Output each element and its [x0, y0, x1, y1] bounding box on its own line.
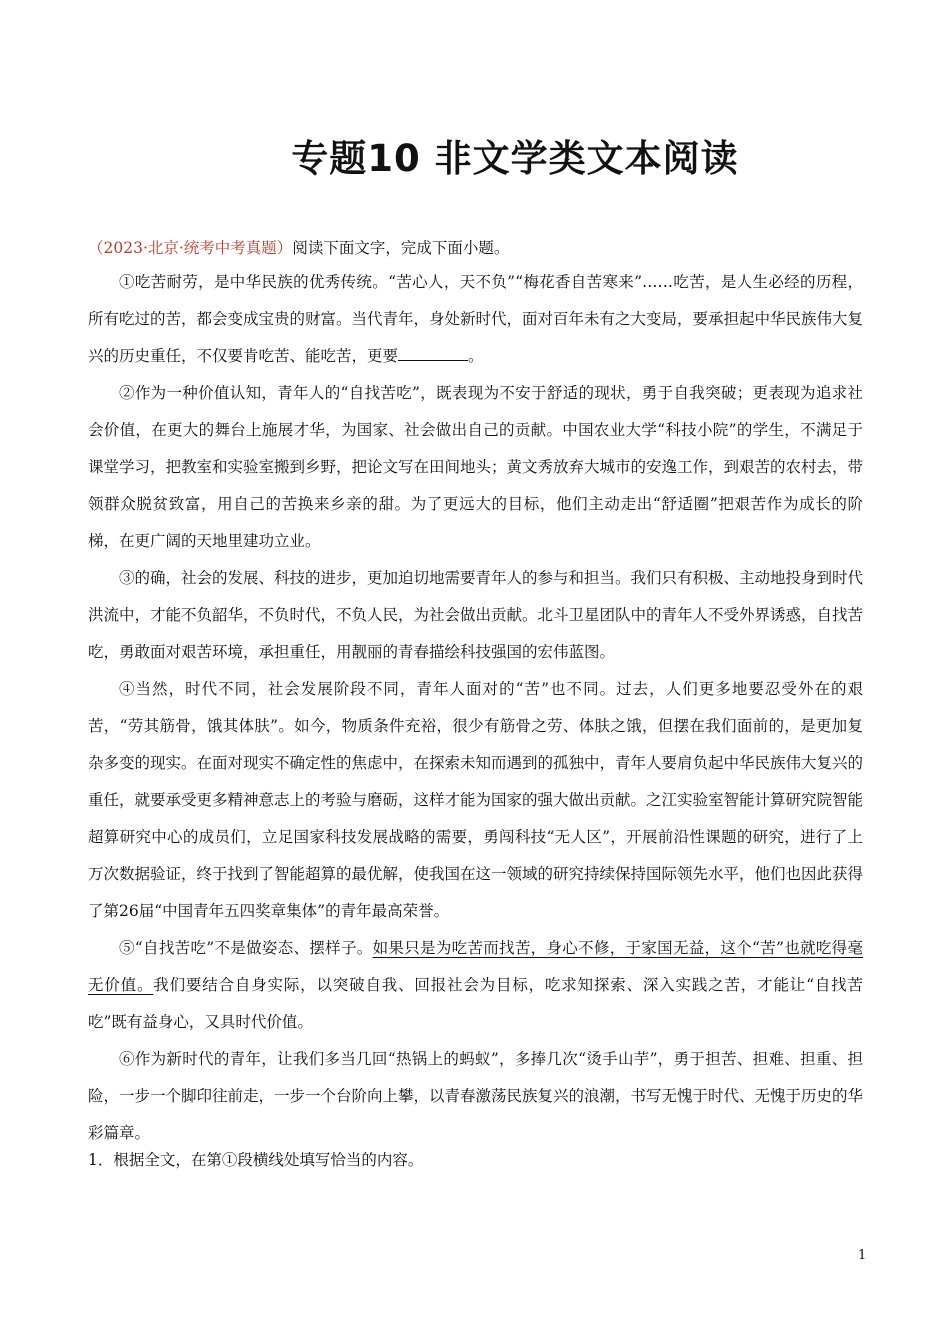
paragraph-4: ④当然，时代不同，社会发展阶段不同，青年人面对的“苦”也不同。过去，人们更多地要忍受外在的艰苦，“劳其筋骨，饿其体肤”。如今，物质条件充裕，很少有筋骨之劳、体肤之饿，但摆在我们面前的，是更加复杂多变的现实。在面对现实不确定性的焦虑中，在探索未知而遇到的孤独中，青年人要肩负起中华民族伟大复兴的重任，就要承受更多精神意志上的考验与磨砺，这样才能为国家的强大做出贡献。之江实验室智能计算研究院智能超算研究中心的成员们，立足国家科技发展战略的需要，勇闯科技“无人区”，开展前沿性课题的研究，进行了上万次数据验证，终于找到了智能超算的最优解，使我国在这一领域的研究持续保持国际领先水平，他们也因此获得了第26届“中国青年五四奖章集体”的青年最高荣誉。 — [88, 680, 864, 920]
paragraph-1-end: 。 — [468, 347, 484, 365]
page-number: 1 — [858, 1248, 867, 1263]
paragraph-5-end: 我们要结合自身实际，以突破自我、回报社会为目标，吃求知探索、深入实践之苦，才能让“自找苦吃”既有益身心，又具时代价值。 — [88, 976, 863, 1031]
source-instruction: 阅读下面文字，完成下面小题。 — [292, 239, 510, 257]
paragraph-2: ②作为一种价值认知，青年人的“自找苦吃”，既表现为不安于舒适的现状，勇于自我突破；更表现为追求社会价值，在更大的舞台上施展才华，为国家、社会做出自己的贡献。中国农业大学“科技小院”的学生，不满足于课堂学习，把教室和实验室搬到乡野，把论文写在田间地头；黄文秀放弃大城市的安逸工作，到艰苦的农村去，带领群众脱贫致富，用自己的苦换来乡亲的甜。为了更远大的目标，他们主动走出“舒适圈”把艰苦作为成长的阶梯，在更广阔的天地里建功立业。 — [88, 384, 864, 550]
paragraph-6: ⑥作为新时代的青年，让我们多当几回“热锅上的蚂蚁”，多捧几次“烫手山芋”，勇于担苦、担难、担重、担险，一步一个脚印往前走，一步一个台阶向上攀，以青春激荡民族复兴的浪潮，书写无愧于时代、无愧于历史的华彩篇章。 — [88, 1050, 864, 1142]
underlined-sentence: 如果只是为吃苦而找苦，身心不修，于家国无益，这个“苦”也就吃得毫无价值。 — [88, 939, 863, 994]
paragraph-1-text: ①吃苦耐劳，是中华民族的优秀传统。“苦心人，天不负”“梅花香自苦寒来”……吃苦，是人生必经的历程，所有吃过的苦，都会变成宝贵的财富。当代青年，身处新时代，面对百年未有之大变局，要承担起中华民族伟大复兴的历史重任，不仅要肯吃苦、能吃苦，更要 — [88, 273, 864, 365]
source-tag: （2023·北京·统考中考真题） — [88, 239, 293, 257]
paragraph-5-start: ⑤“自找苦吃”不是做姿态、摆样子。 — [119, 939, 373, 957]
page-title: 专题10 非文学类文本阅读 — [291, 137, 739, 180]
question-source — [88, 236, 509, 258]
paragraph-1 — [88, 264, 863, 375]
paragraph-3: ③的确，社会的发展、科技的进步，更加迫切地需要青年人的参与和担当。我们只有积极、主动地投身到时代洪流中，才能不负韶华，不负时代，不负人民，为社会做出贡献。北斗卫星团队中的青年人不受外界诱惑，自找苦吃，勇敢面对艰苦环境，承担重任，用靓丽的青春描绘科技强国的宏伟蓝图。 — [88, 569, 864, 661]
question-1: 1．根据全文，在第①段横线处填写恰当的内容。 — [88, 1151, 424, 1169]
paragraph-5 — [88, 930, 863, 1041]
fill-blank — [398, 346, 468, 361]
